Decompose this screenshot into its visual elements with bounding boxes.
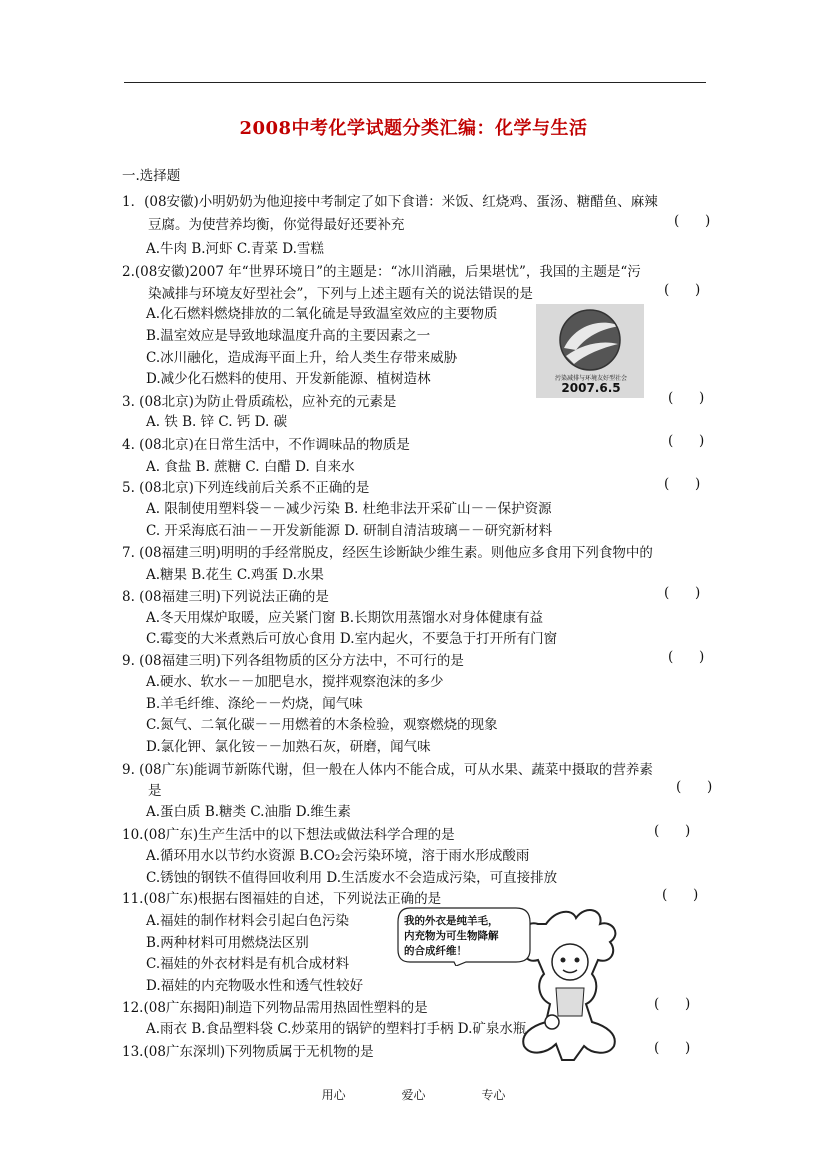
answer-blank: ( ) [654, 823, 691, 839]
question-line: 4. (08北京)在日常生活中，不作调味品的物质是 [122, 437, 410, 453]
question-line: 是 [148, 783, 162, 799]
page-footer [0, 1086, 827, 1103]
question-line: C.氮气、二氧化碳－－用燃着的木条检验，观察燃烧的现象 [146, 717, 498, 733]
question-line: 7. (08福建三明)明明的手经常脱皮，经医生诊断缺少维生素。则他应多食用下列食物中的 [122, 545, 653, 561]
question-line: B.两种材料可用燃烧法区别 [146, 935, 309, 951]
question-line: A. 限制使用塑料袋－－减少污染 B. 杜绝非法开采矿山－－保护资源 [146, 501, 552, 517]
answer-blank: ( ) [662, 887, 699, 903]
question-line: C.福娃的外衣材料是有机合成材料 [146, 956, 350, 972]
question-line: 1．(08安徽)小明奶奶为他迎接中考制定了如下食谱：米饭、红烧鸡、蛋汤、糖醋鱼、麻辣 [122, 194, 658, 210]
question-line: C.霉变的大米煮熟后可放心食用 D.室内起火，不要急于打开所有门窗 [146, 631, 558, 647]
question-line: A. 食盐 B. 蔗糖 C. 白醋 D. 自来水 [146, 459, 355, 475]
answer-blank: ( ) [668, 433, 705, 449]
question-line: D.氯化钾、氯化铵－－加熟石灰，研磨，闻气味 [146, 739, 431, 755]
answer-blank: ( ) [668, 649, 705, 665]
question-line: A.硬水、软水－－加肥皂水，搅拌观察泡沫的多少 [146, 674, 444, 690]
footer-item: 专心 [481, 1088, 506, 1102]
question-line: A.循环用水以节约水资源 B.CO₂会污染环境，溶于雨水形成酸雨 [146, 848, 530, 864]
logo-caption: 污染减排与环境友好型社会 [554, 375, 627, 382]
question-line: 10.(08广东)生产生活中的以下想法或做法科学合理的是 [122, 827, 455, 843]
question-line: 13.(08广东深圳)下列物质属于无机物的是 [122, 1044, 374, 1060]
section-heading: 一.选择题 [122, 168, 181, 184]
answer-blank: ( ) [668, 390, 705, 406]
question-line: 8. (08福建三明)下列说法正确的是 [122, 589, 329, 605]
question-line: C.锈蚀的钢铁不值得回收利用 D.生活废水不会造成污染，可直接排放 [146, 870, 558, 886]
speech-line-3: 的合成纤维！ [404, 945, 467, 957]
question-line: B.温室效应是导致地球温度升高的主要因素之一 [146, 328, 431, 344]
question-line: A. 铁 B. 锌 C. 钙 D. 碳 [146, 414, 288, 430]
question-line: 5. (08北京)下列连线前后关系不正确的是 [122, 480, 370, 496]
question-line: A.糖果 B.花生 C.鸡蛋 D.水果 [146, 567, 324, 583]
answer-blank: ( ) [676, 779, 713, 795]
footer-item: 用心 [321, 1088, 346, 1102]
question-line: C. 开采海底石油－－开发新能源 D. 研制自清洁玻璃－－研究新材料 [146, 523, 553, 539]
header-rule [124, 82, 706, 83]
answer-blank: ( ) [654, 996, 691, 1012]
question-line: 9. (08广东)能调节新陈代谢，但一般在人体内不能合成，可从水果、蔬菜中摄取的营养素 [122, 762, 653, 778]
question-line: 2.(08安徽)2007 年“世界环境日”的主题是：“冰川消融，后果堪忧”，我国的主题是“污 [122, 264, 641, 280]
question-line: 11.(08广东)根据右图福娃的自述，下列说法正确的是 [122, 891, 442, 907]
question-line: 豆腐。为使营养均衡，你觉得最好还要补充 [148, 217, 405, 233]
question-line: D.福娃的内充物吸水性和透气性较好 [146, 978, 364, 994]
question-line: 3. (08北京)为防止骨质疏松，应补充的元素是 [122, 394, 397, 410]
answer-blank: ( ) [664, 476, 701, 492]
question-line: A.蛋白质 B.糖类 C.油脂 D.维生素 [146, 804, 351, 820]
page-title: 2008中考化学试题分类汇编：化学与生活 [239, 118, 588, 139]
answer-blank: ( ) [664, 585, 701, 601]
question-line: 12.(08广东揭阳)制造下列物品需用热固性塑料的是 [122, 1000, 428, 1016]
question-line: 染减排与环境友好型社会”，下列与上述主题有关的说法错误的是 [148, 286, 533, 302]
answer-blank: ( ) [674, 213, 711, 229]
answer-blank: ( ) [664, 282, 701, 298]
question-line: A.冬天用煤炉取暖，应关紧门窗 B.长期饮用蒸馏水对身体健康有益 [146, 610, 544, 626]
question-line: B.羊毛纤维、涤纶－－灼烧，闻气味 [146, 696, 363, 712]
question-line: A.福娃的制作材料会引起白色污染 [146, 913, 350, 929]
question-line: A.牛肉 B.河虾 C.青菜 D.雪糕 [146, 241, 324, 257]
logo-date: 2007.6.5 [561, 381, 621, 395]
speech-line-2: 内充物为可生物降解 [404, 930, 499, 942]
answer-blank: ( ) [654, 1040, 691, 1056]
question-line: A.雨衣 B.食品塑料袋 C.炒菜用的锅铲的塑料打手柄 D.矿泉水瓶 [146, 1021, 527, 1037]
question-line: 9. (08福建三明)下列各组物质的区分方法中，不可行的是 [122, 653, 464, 669]
question-line: C.冰川融化，造成海平面上升，给人类生存带来威胁 [146, 350, 458, 366]
question-line: A.化石燃料燃烧排放的二氧化硫是导致温室效应的主要物质 [146, 306, 498, 322]
question-line: D.减少化石燃料的使用、开发新能源、植树造林 [146, 371, 431, 387]
speech-line-1: 我的外衣是纯羊毛， [404, 915, 499, 927]
footer-item: 爱心 [401, 1088, 426, 1102]
speech-bubble-text [404, 914, 528, 959]
